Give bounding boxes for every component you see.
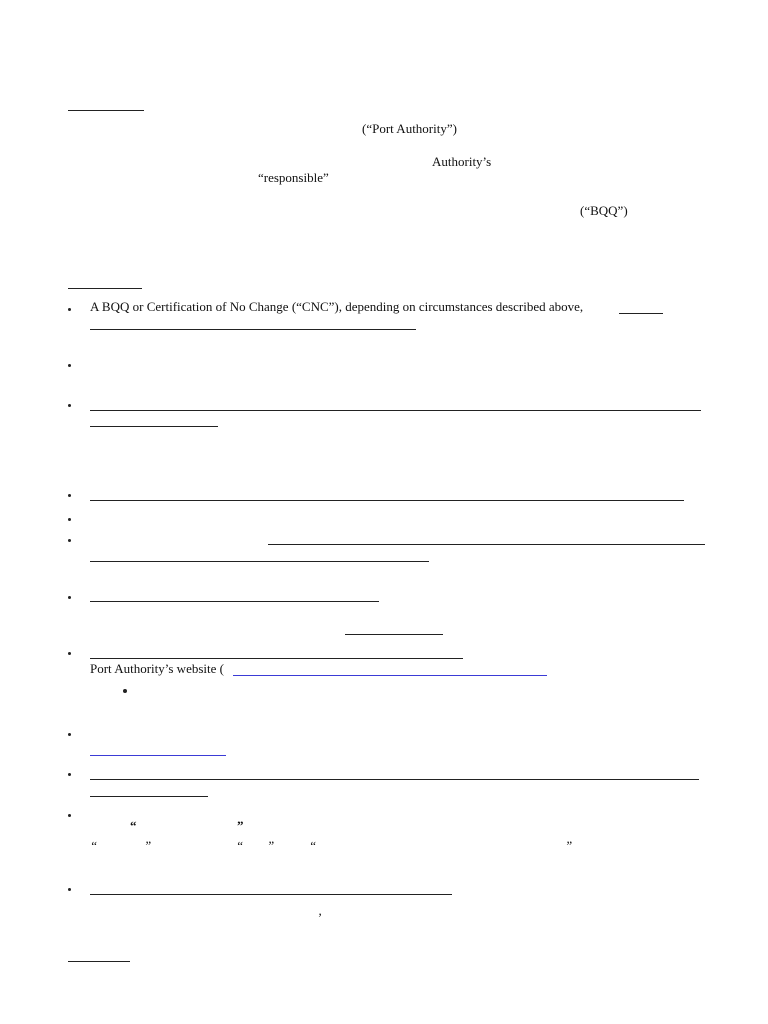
underline-blank bbox=[90, 894, 452, 895]
list-bullet bbox=[68, 814, 71, 817]
list-bullet bbox=[68, 308, 71, 311]
list-item-text: Port Authority’s website ( bbox=[90, 661, 224, 676]
sub-list-bullet bbox=[123, 689, 127, 693]
underline-blank bbox=[90, 500, 684, 501]
section-heading-underline bbox=[68, 961, 130, 962]
underline-blank bbox=[90, 601, 379, 602]
list-bullet bbox=[68, 539, 71, 542]
list-bullet bbox=[68, 652, 71, 655]
underline-blank bbox=[90, 410, 701, 411]
underline-blank bbox=[90, 561, 429, 562]
underline-blank bbox=[90, 426, 218, 427]
underline-blank bbox=[90, 779, 699, 780]
quote-mark: “ bbox=[130, 818, 137, 833]
list-item-text: A BQQ or Certification of No Change (“CNC”), depending on circumstances described above, bbox=[90, 299, 584, 314]
authority-possessive-text: Authority’s bbox=[432, 154, 492, 169]
quote-mark: ” bbox=[237, 818, 244, 833]
underline-blank bbox=[90, 329, 416, 330]
underline-blank bbox=[268, 544, 705, 545]
bqq-definition: (“BQQ”) bbox=[580, 203, 628, 218]
list-bullet bbox=[68, 733, 71, 736]
list-bullet bbox=[68, 404, 71, 407]
quote-mark: “ bbox=[309, 838, 317, 853]
quote-mark: ” bbox=[565, 838, 573, 853]
list-bullet bbox=[68, 596, 71, 599]
underline-blank bbox=[619, 313, 663, 314]
underline-blank bbox=[345, 634, 443, 635]
quote-mark: ” bbox=[267, 838, 275, 853]
quote-mark: “ bbox=[236, 838, 244, 853]
quote-mark: ” bbox=[144, 838, 152, 853]
website-link-underline[interactable] bbox=[233, 675, 547, 676]
list-bullet bbox=[68, 888, 71, 891]
port-authority-definition: (“Port Authority”) bbox=[362, 121, 457, 136]
list-bullet bbox=[68, 494, 71, 497]
underline-blank bbox=[90, 796, 208, 797]
underline-blank bbox=[90, 658, 463, 659]
section-heading-underline bbox=[68, 110, 144, 111]
apostrophe-mark: ’ bbox=[317, 910, 322, 925]
list-bullet bbox=[68, 364, 71, 367]
list-bullet bbox=[68, 518, 71, 521]
list-bullet bbox=[68, 773, 71, 776]
responsible-definition: “responsible” bbox=[258, 170, 329, 185]
quote-mark: “ bbox=[90, 838, 98, 853]
link-underline[interactable] bbox=[90, 755, 226, 756]
section-heading-underline bbox=[68, 288, 142, 289]
